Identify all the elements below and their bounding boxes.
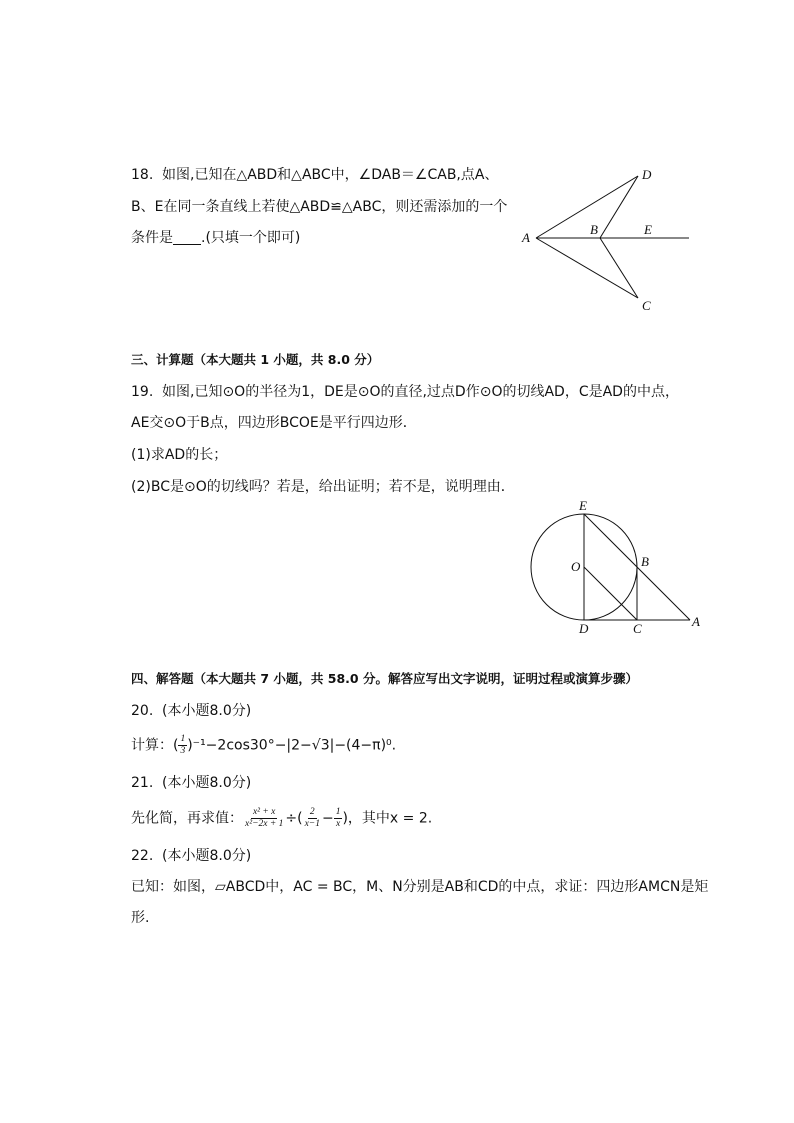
q18-line-bc: [600, 238, 638, 298]
q21-f3-numerator: 1: [335, 807, 341, 817]
q18-line3-text-b: .(只填一个即可): [201, 230, 301, 246]
q19-label-c: C: [633, 621, 642, 636]
q21-expression: [131, 807, 432, 830]
q21-fraction-1: [243, 807, 285, 830]
q19-label-b: B: [641, 554, 649, 569]
q18-label-e: E: [644, 222, 652, 237]
q22-number: 22.: [131, 848, 154, 864]
q18-answer-blank: [173, 230, 201, 245]
q21-points: (本小题8.0分): [162, 775, 252, 791]
q21-f1-denominator: x²−2x + 1: [245, 819, 284, 829]
q18-number: 18.: [131, 167, 154, 183]
q22-points: (本小题8.0分): [162, 848, 252, 864]
q18-line-ac: [536, 238, 638, 298]
q19-label-o: O: [571, 559, 581, 574]
q19-number: 19.: [131, 384, 154, 400]
q22-line1: 已知：如图，▱ABCD中，AC = BC，M、N分别是AB和CD的中点，求证：四边形AMCN是矩: [131, 879, 709, 895]
q19-label-e: E: [579, 498, 587, 513]
section3-title: 三、计算题（本大题共 1 小题，共 8.0 分）: [131, 352, 380, 367]
q21-suffix: )，其中x = 2.: [342, 810, 433, 827]
q18-line1: 如图,已知在△ABD和△ABC中，∠DAB＝∠CAB,点A、: [162, 167, 499, 183]
q20-number: 20.: [131, 703, 154, 719]
q19-figure: [527, 496, 705, 636]
q18-line-bd: [600, 176, 638, 238]
q21-f2-numerator: 2: [309, 807, 315, 817]
q20-frac-numerator: 1: [180, 734, 186, 744]
q19-line1: 如图,已知⊙O的半径为1，DE是⊙O的直径,过点D作⊙O的切线AD，C是AD的中点，: [162, 384, 679, 400]
q21-fraction-2: [303, 807, 322, 830]
q20-fraction: [178, 734, 187, 757]
q19-line3: (1)求AD的长；: [131, 447, 228, 463]
q20-expression: [131, 734, 396, 757]
section4-title: 四、解答题（本大题共 7 小题，共 58.0 分。解答应写出文字说明，证明过程或演算步骤）: [131, 671, 638, 686]
q18-line-ad: [536, 176, 638, 238]
q19-line4: (2)BC是⊙O的切线吗？若是，给出证明；若不是，说明理由．: [131, 479, 515, 495]
q20-frac-denominator: 3: [180, 746, 186, 756]
q22-line2: 形.: [131, 910, 150, 926]
q20-expr: )⁻¹−2cos30°−|2−√3|−(4−π)⁰.: [187, 737, 397, 754]
q19-label-d: D: [579, 621, 589, 636]
q18-figure: [518, 162, 694, 314]
q18-label-b: B: [590, 222, 598, 237]
q21-minus: −: [321, 810, 334, 827]
q18-label-c: C: [642, 298, 651, 313]
q19-label-a: A: [692, 614, 700, 629]
q18-label-a: A: [522, 230, 530, 245]
q21-f2-denominator: x−1: [304, 819, 320, 829]
q21-prefix: 先化简，再求值：: [131, 810, 243, 827]
q21-f3-denominator: x: [335, 819, 341, 829]
q21-number: 21.: [131, 775, 154, 791]
q19-line2: AE交⊙O于B点，四边形BCOE是平行四边形．: [131, 415, 417, 431]
q18-line3-text-a: 条件是: [131, 230, 173, 246]
q19-line-oc: [584, 567, 637, 620]
q21-divide: ÷(: [285, 810, 303, 827]
q18-line2: B、E在同一条直线上若使△ABD≌△ABC，则还需添加的一个: [131, 199, 508, 215]
q20-points: (本小题8.0分): [162, 703, 252, 719]
q20-prefix: 计算：(: [131, 737, 179, 754]
q18-line3: [131, 228, 300, 248]
q21-f1-numerator: x² + x: [252, 807, 276, 817]
q18-label-d: D: [642, 167, 652, 182]
